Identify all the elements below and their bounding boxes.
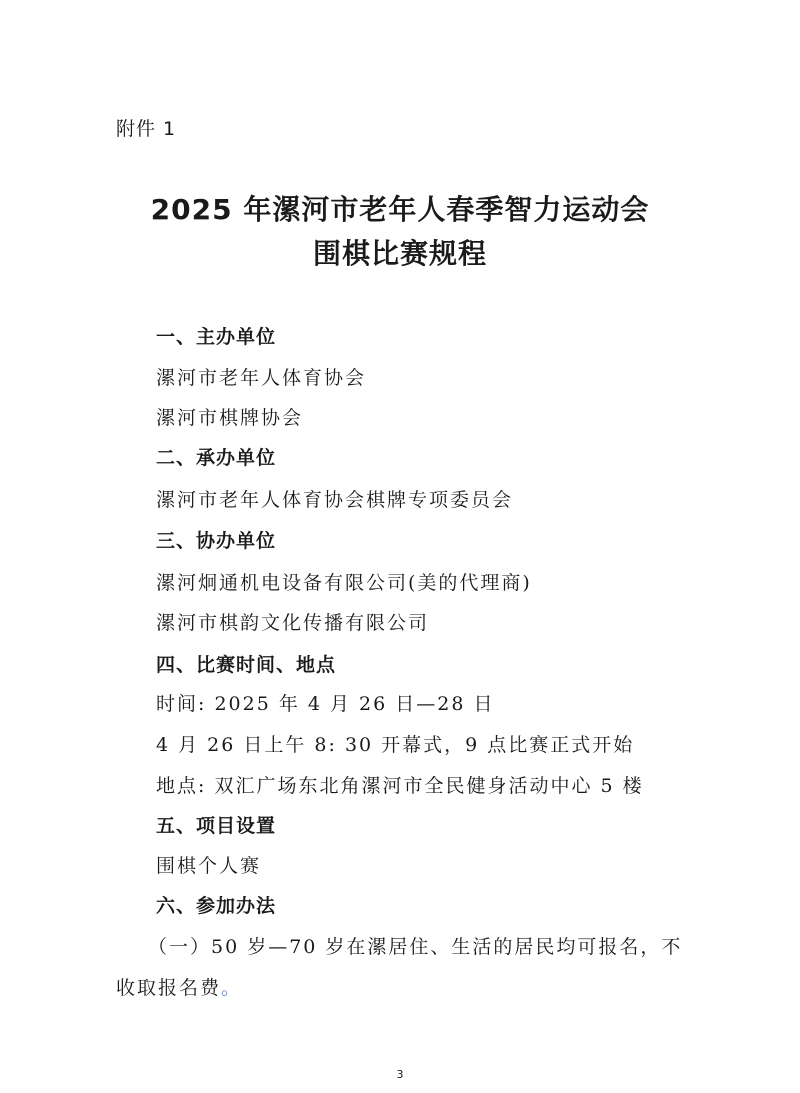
section-6-paragraph-line-2 [116, 973, 242, 1000]
section-4-item-1: 时间: 2025 年 4 月 26 日—28 日 [156, 693, 495, 715]
page-number: 3 [396, 1068, 404, 1081]
section-6-paragraph-text: 收取报名费 [116, 977, 222, 999]
section-6-heading: 六、参加办法 [156, 895, 277, 917]
section-1-item-1: 漯河市老年人体育协会 [156, 367, 367, 389]
section-4-item-2: 4 月 26 日上午 8: 30 开幕式，9 点比赛正式开始 [156, 734, 635, 756]
section-3-heading: 三、协办单位 [156, 530, 277, 552]
section-4-item-3: 地点: 双汇广场东北角漯河市全民健身活动中心 5 楼 [156, 775, 644, 797]
section-2-item-1: 漯河市老年人体育协会棋牌专项委员会 [156, 489, 514, 511]
document-title-line-1: 2025 年漯河市老年人春季智力运动会 [150, 193, 650, 226]
section-3-item-2: 漯河市棋韵文化传播有限公司 [156, 612, 430, 634]
section-2-heading: 二、承办单位 [156, 447, 277, 469]
section-6-paragraph-line-1: （一）50 岁—70 岁在漯居住、生活的居民均可报名，不 [148, 936, 683, 958]
document-title-line-2: 围棋比赛规程 [312, 237, 487, 270]
section-3-item-1: 漯河炯通机电设备有限公司(美的代理商) [156, 572, 532, 594]
section-5-item-1: 围棋个人赛 [156, 855, 262, 877]
section-6-paragraph-period: 。 [221, 977, 243, 999]
attachment-label: 附件 1 [116, 118, 177, 140]
section-1-item-2: 漯河市棋牌协会 [156, 407, 304, 429]
section-1-heading: 一、主办单位 [156, 326, 277, 348]
section-5-heading: 五、项目设置 [156, 815, 277, 837]
section-4-heading: 四、比赛时间、地点 [156, 654, 337, 676]
